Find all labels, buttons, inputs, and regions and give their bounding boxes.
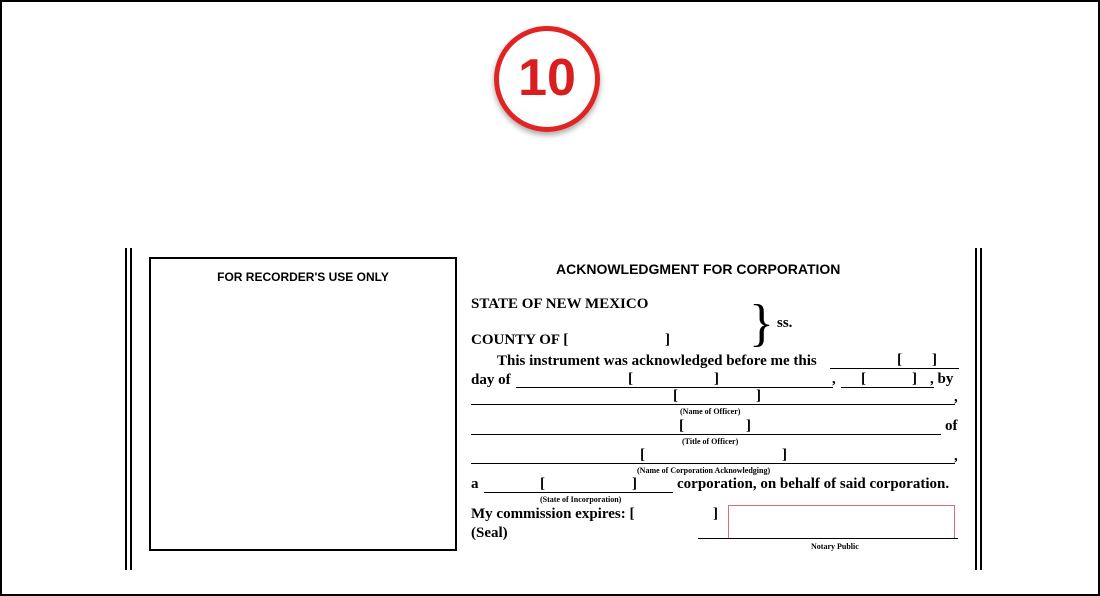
corporation-bracket-close: ]: [782, 447, 787, 463]
year-field[interactable]: [868, 373, 912, 387]
recorder-use-box: [149, 257, 457, 551]
of-label: of: [945, 418, 958, 434]
incorporation-state-underline: [484, 492, 673, 493]
recorder-box-label: FOR RECORDER'S USE ONLY: [217, 270, 389, 284]
officer-name-comma: ,: [954, 389, 958, 405]
ss-label: ss.: [777, 315, 793, 331]
step-number-badge: [494, 26, 600, 132]
step-number: 10: [518, 49, 576, 107]
right-rule-outer: [980, 248, 982, 570]
left-rule-outer: [125, 248, 127, 570]
date-day-bracket-close: ]: [932, 352, 937, 368]
incorporation-bracket-open: [: [540, 476, 545, 492]
date-day-underline: [830, 368, 959, 369]
date-day-field[interactable]: [904, 354, 932, 368]
state-line: STATE OF NEW MEXICO: [471, 296, 649, 312]
notary-underline: [698, 538, 958, 539]
officer-name-bracket-open: [: [673, 388, 678, 404]
commission-close-bracket: ]: [713, 506, 718, 522]
brace: }: [749, 295, 774, 352]
year-bracket-open: [: [861, 371, 866, 387]
by-label: , by: [930, 371, 954, 387]
officer-title-caption: (Title of Officer): [682, 437, 739, 446]
officer-name-caption: (Name of Officer): [680, 407, 741, 416]
officer-title-field[interactable]: [686, 420, 746, 434]
acknowledged-text: This instrument was acknowledged before me this: [497, 353, 817, 369]
corporation-behalf-text: corporation, on behalf of said corporation.: [677, 476, 950, 492]
commission-label: My commission expires: [: [471, 506, 635, 522]
year-bracket-close: ]: [912, 371, 917, 387]
day-of-label: day of: [471, 372, 511, 388]
notary-caption: Notary Public: [811, 542, 859, 551]
corporation-name-field[interactable]: [647, 449, 782, 463]
seal-label: (Seal): [471, 525, 508, 541]
date-day-bracket-open: [: [897, 352, 902, 368]
officer-name-bracket-close: ]: [756, 388, 761, 404]
officer-title-bracket-close: ]: [746, 418, 751, 434]
incorporation-caption: (State of Incorporation): [540, 495, 622, 504]
corporation-comma: ,: [954, 448, 958, 464]
acknowledgment-form: [468, 254, 960, 554]
corporation-bracket-open: [: [640, 447, 645, 463]
month-bracket-close: ]: [714, 371, 719, 387]
corporation-name-underline: [471, 463, 955, 464]
incorporation-state-field[interactable]: [547, 478, 632, 492]
officer-name-field[interactable]: [680, 390, 756, 404]
month-bracket-open: [: [628, 371, 633, 387]
notary-signature-field[interactable]: [728, 505, 955, 539]
corporation-name-caption: (Name of Corporation Acknowledging): [637, 466, 771, 475]
a-label: a: [471, 476, 479, 492]
right-rule-inner: [975, 248, 977, 570]
incorporation-bracket-close: ]: [632, 476, 637, 492]
left-rule-inner: [130, 248, 132, 570]
month-comma: ,: [832, 371, 836, 387]
year-underline: [841, 387, 934, 388]
officer-name-underline: [471, 404, 955, 405]
officer-title-underline: [471, 434, 941, 435]
commission-date-field[interactable]: [640, 508, 710, 522]
county-field[interactable]: [565, 338, 665, 352]
county-close-bracket: ]: [665, 332, 670, 348]
form-title: ACKNOWLEDGMENT FOR CORPORATION: [556, 261, 841, 277]
month-field[interactable]: [635, 373, 714, 387]
officer-title-bracket-open: [: [679, 418, 684, 434]
county-label: COUNTY OF [: [471, 332, 569, 348]
